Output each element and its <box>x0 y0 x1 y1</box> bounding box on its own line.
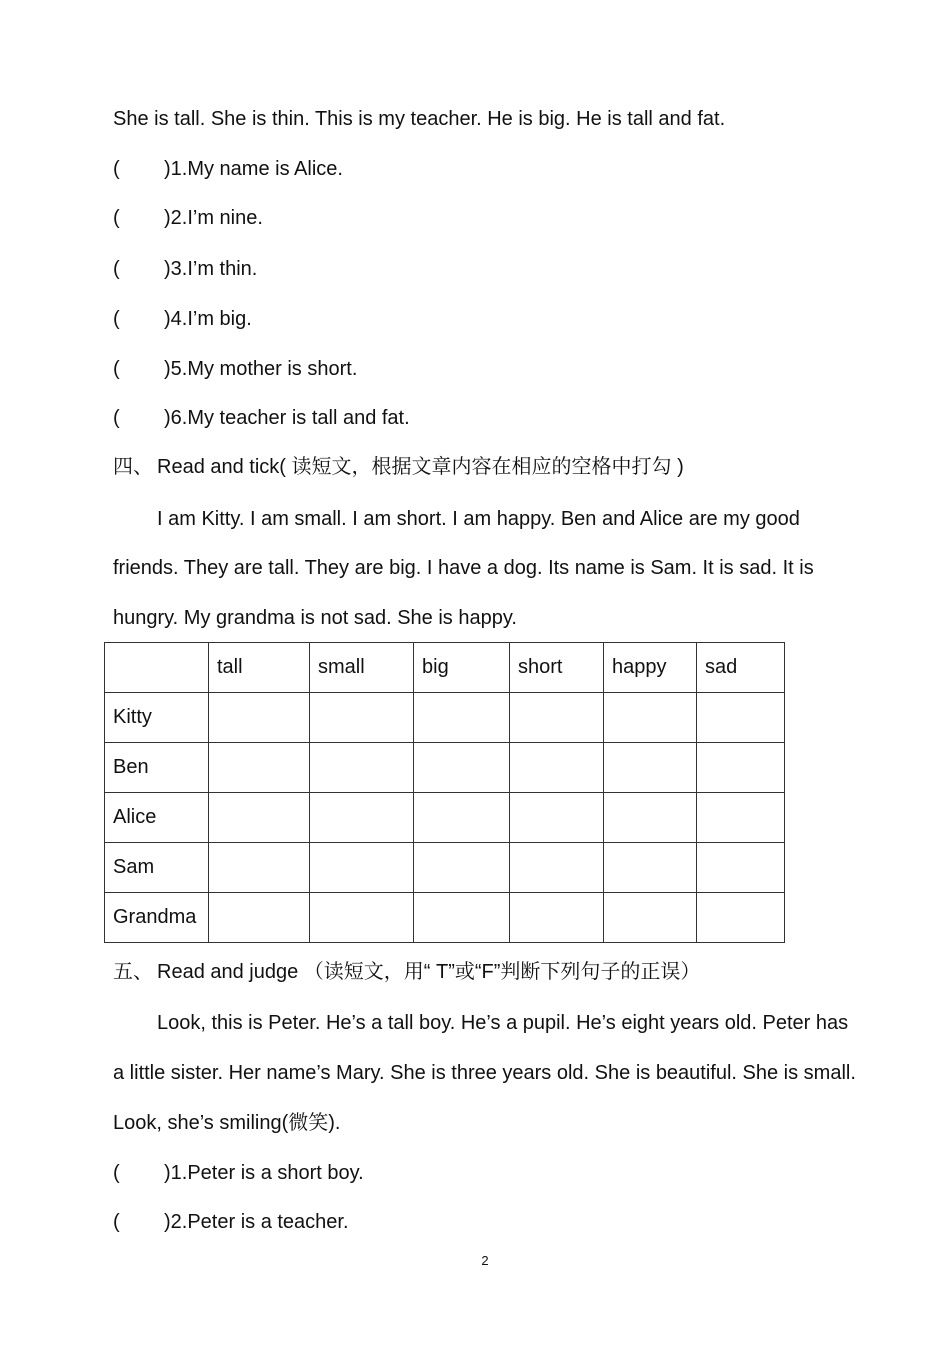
tick-cell[interactable] <box>510 743 604 793</box>
passage-line: Look, this is Peter. He’s a tall boy. He’s a pupil. He’s eight years old. Peter has <box>157 1012 849 1034</box>
table-row <box>105 743 785 793</box>
answer-blank[interactable]: ( <box>113 1162 120 1184</box>
header-cell: happy <box>604 643 697 693</box>
tick-cell[interactable] <box>510 843 604 893</box>
question-text: )1.My name is Alice. <box>164 158 343 180</box>
table-row <box>105 893 785 943</box>
tick-cell[interactable] <box>209 793 310 843</box>
table-row <box>105 793 785 843</box>
tick-cell[interactable] <box>697 743 785 793</box>
tick-cell[interactable] <box>604 793 697 843</box>
tick-cell[interactable] <box>697 843 785 893</box>
answer-blank[interactable]: ( <box>113 258 120 280</box>
passage-line: I am Kitty. I am small. I am short. I am happy. Ben and Alice are my good <box>157 508 800 530</box>
section-number: 五、 <box>113 961 153 983</box>
tick-cell[interactable] <box>510 893 604 943</box>
row-label: Kitty <box>105 693 209 743</box>
question-item <box>113 206 263 230</box>
passage-line: Look, she’s smiling(微笑). <box>113 1112 341 1134</box>
question-text: )5.My mother is short. <box>164 358 358 380</box>
question-text: )2.Peter is a teacher. <box>164 1211 349 1233</box>
tick-cell[interactable] <box>414 693 510 743</box>
tick-cell[interactable] <box>310 693 414 743</box>
passage-line: friends. They are tall. They are big. I have a dog. Its name is Sam. It is sad. It is <box>113 557 814 579</box>
section-title: Read and judge （读短文，用“ T”或“F”判断下列句子的正误） <box>157 961 701 983</box>
question-item <box>113 1210 349 1234</box>
table-row <box>105 693 785 743</box>
header-cell: tall <box>209 643 310 693</box>
section-title: Read and tick( 读短文，根据文章内容在相应的空格中打勾 ) <box>157 456 684 478</box>
tick-cell[interactable] <box>697 693 785 743</box>
question-item <box>113 307 252 331</box>
tick-cell[interactable] <box>310 793 414 843</box>
tick-cell[interactable] <box>209 843 310 893</box>
tick-cell[interactable] <box>209 693 310 743</box>
row-label: Sam <box>105 843 209 893</box>
passage-line: hungry. My grandma is not sad. She is happy. <box>113 607 517 629</box>
row-label: Grandma <box>105 893 209 943</box>
section-heading <box>113 455 684 479</box>
answer-blank[interactable]: ( <box>113 358 120 380</box>
table-row <box>105 843 785 893</box>
passage-line: She is tall. She is thin. This is my teacher. He is big. He is tall and fat. <box>113 108 726 130</box>
header-cell: small <box>310 643 414 693</box>
question-text: )2.I’m nine. <box>164 207 263 229</box>
question-item <box>113 157 343 181</box>
header-cell <box>105 643 209 693</box>
header-cell: short <box>510 643 604 693</box>
tick-cell[interactable] <box>414 793 510 843</box>
question-item <box>113 357 357 381</box>
question-text: )6.My teacher is tall and fat. <box>164 407 410 429</box>
question-item <box>113 257 257 281</box>
tick-cell[interactable] <box>209 893 310 943</box>
question-item <box>113 406 410 430</box>
answer-blank[interactable]: ( <box>113 1211 120 1233</box>
question-text: )1.Peter is a short boy. <box>164 1162 364 1184</box>
answer-blank[interactable]: ( <box>113 407 120 429</box>
tick-cell[interactable] <box>414 843 510 893</box>
tick-cell[interactable] <box>209 743 310 793</box>
tick-cell[interactable] <box>414 743 510 793</box>
tick-cell[interactable] <box>310 843 414 893</box>
header-cell: big <box>414 643 510 693</box>
row-label: Alice <box>105 793 209 843</box>
question-text: )3.I’m thin. <box>164 258 258 280</box>
page-number: 2 <box>481 1253 489 1268</box>
tick-cell[interactable] <box>604 893 697 943</box>
tick-cell[interactable] <box>604 743 697 793</box>
tick-table <box>104 642 785 943</box>
answer-blank[interactable]: ( <box>113 207 120 229</box>
table-header-row <box>105 643 785 693</box>
question-item <box>113 1161 364 1185</box>
answer-blank[interactable]: ( <box>113 308 120 330</box>
tick-cell[interactable] <box>697 793 785 843</box>
tick-cell[interactable] <box>414 893 510 943</box>
row-label: Ben <box>105 743 209 793</box>
tick-cell[interactable] <box>310 893 414 943</box>
tick-cell[interactable] <box>310 743 414 793</box>
passage-line: a little sister. Her name’s Mary. She is three years old. She is beautiful. She is small. <box>113 1062 856 1084</box>
header-cell: sad <box>697 643 785 693</box>
question-text: )4.I’m big. <box>164 308 252 330</box>
section-heading <box>113 960 700 984</box>
tick-cell[interactable] <box>604 693 697 743</box>
tick-cell[interactable] <box>697 893 785 943</box>
section-number: 四、 <box>113 456 153 478</box>
tick-cell[interactable] <box>510 693 604 743</box>
tick-cell[interactable] <box>604 843 697 893</box>
tick-cell[interactable] <box>510 793 604 843</box>
answer-blank[interactable]: ( <box>113 158 120 180</box>
